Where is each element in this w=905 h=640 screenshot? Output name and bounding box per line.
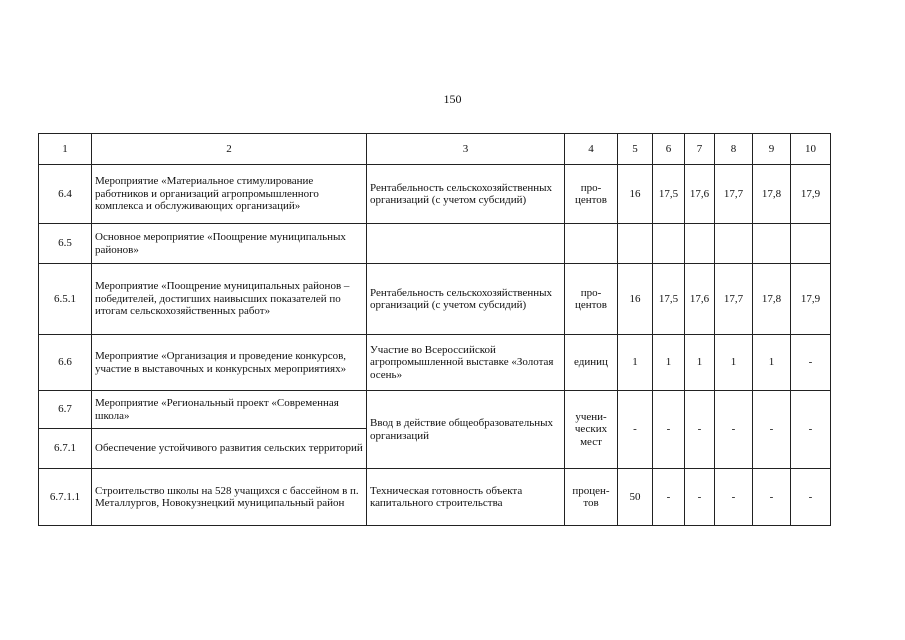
value-cell: - — [753, 391, 791, 469]
indicator-cell: Техническая готовность объекта капитального строительства — [367, 469, 565, 526]
value-cell: 50 — [618, 469, 653, 526]
value-cell: - — [618, 391, 653, 469]
row-number: 6.4 — [39, 165, 92, 224]
value-cell: 1 — [653, 335, 685, 391]
value-cell: - — [791, 391, 831, 469]
value-cell: 1 — [618, 335, 653, 391]
table-row — [39, 165, 831, 224]
activity-cell: Мероприятие «Региональный проект «Современная школа» — [92, 391, 367, 429]
value-cell: 17,6 — [685, 165, 715, 224]
value-cell: - — [653, 469, 685, 526]
activity-cell: Строительство школы на 528 учащихся с бассейном в п. Металлургов, Новокузнецкий муниципальный район — [92, 469, 367, 526]
unit-cell: учени- ческих мест — [565, 391, 618, 469]
value-cell — [715, 224, 753, 264]
activity-cell: Мероприятие «Поощрение муниципальных районов – победителей, достигших наивысших показателей по итогам сельскохозяйственных работ» — [92, 264, 367, 335]
activity-cell: Мероприятие «Материальное стимулирование работников и организаций агропромышленного комплекса и обслуживающих организаций» — [92, 165, 367, 224]
value-cell: 17,6 — [685, 264, 715, 335]
row-number: 6.5.1 — [39, 264, 92, 335]
value-cell: - — [791, 335, 831, 391]
header-cell: 8 — [715, 134, 753, 165]
value-cell: 17,7 — [715, 264, 753, 335]
unit-cell: про- центов — [565, 165, 618, 224]
indicator-cell: Участие во Всероссийской агропромышленной выставке «Золотая осень» — [367, 335, 565, 391]
unit-cell: про- центов — [565, 264, 618, 335]
table-row — [39, 391, 831, 429]
value-cell: 17,5 — [653, 165, 685, 224]
activity-cell: Мероприятие «Организация и проведение конкурсов, участие в выставочных и конкурсных мероприятиях» — [92, 335, 367, 391]
table-row — [39, 335, 831, 391]
value-cell: 1 — [753, 335, 791, 391]
value-cell: 1 — [685, 335, 715, 391]
header-cell: 4 — [565, 134, 618, 165]
activity-cell: Обеспечение устойчивого развития сельских территорий — [92, 429, 367, 469]
indicator-cell: Рентабельность сельскохозяйственных организаций (с учетом субсидий) — [367, 165, 565, 224]
value-cell: 17,5 — [653, 264, 685, 335]
row-number: 6.7.1.1 — [39, 469, 92, 526]
value-cell: 16 — [618, 264, 653, 335]
header-cell: 1 — [39, 134, 92, 165]
table-row — [39, 264, 831, 335]
unit-cell — [565, 224, 618, 264]
indicators-table — [38, 133, 831, 526]
row-number: 6.7.1 — [39, 429, 92, 469]
value-cell: 17,8 — [753, 264, 791, 335]
value-cell: - — [715, 391, 753, 469]
row-number: 6.5 — [39, 224, 92, 264]
value-cell: 16 — [618, 165, 653, 224]
value-cell: 17,7 — [715, 165, 753, 224]
header-cell: 6 — [653, 134, 685, 165]
value-cell: - — [685, 391, 715, 469]
row-number: 6.6 — [39, 335, 92, 391]
value-cell: - — [715, 469, 753, 526]
indicator-cell: Ввод в действие общеобразовательных организаций — [367, 391, 565, 469]
header-cell: 10 — [791, 134, 831, 165]
value-cell: - — [685, 469, 715, 526]
page-number: 150 — [443, 92, 462, 106]
value-cell: 17,9 — [791, 264, 831, 335]
table-row — [39, 224, 831, 264]
value-cell: 17,9 — [791, 165, 831, 224]
header-cell: 7 — [685, 134, 715, 165]
header-cell: 2 — [92, 134, 367, 165]
value-cell — [685, 224, 715, 264]
table-row — [39, 469, 831, 526]
value-cell: - — [791, 469, 831, 526]
activity-cell: Основное мероприятие «Поощрение муниципальных районов» — [92, 224, 367, 264]
value-cell: 1 — [715, 335, 753, 391]
value-cell — [653, 224, 685, 264]
value-cell — [618, 224, 653, 264]
value-cell: 17,8 — [753, 165, 791, 224]
indicator-cell: Рентабельность сельскохозяйственных организаций (с учетом субсидий) — [367, 264, 565, 335]
header-cell: 9 — [753, 134, 791, 165]
header-cell: 3 — [367, 134, 565, 165]
header-row — [39, 134, 831, 165]
value-cell — [791, 224, 831, 264]
header-cell: 5 — [618, 134, 653, 165]
value-cell: - — [653, 391, 685, 469]
unit-cell: процен- тов — [565, 469, 618, 526]
value-cell: - — [753, 469, 791, 526]
indicator-cell — [367, 224, 565, 264]
unit-cell: единиц — [565, 335, 618, 391]
value-cell — [753, 224, 791, 264]
row-number: 6.7 — [39, 391, 92, 429]
